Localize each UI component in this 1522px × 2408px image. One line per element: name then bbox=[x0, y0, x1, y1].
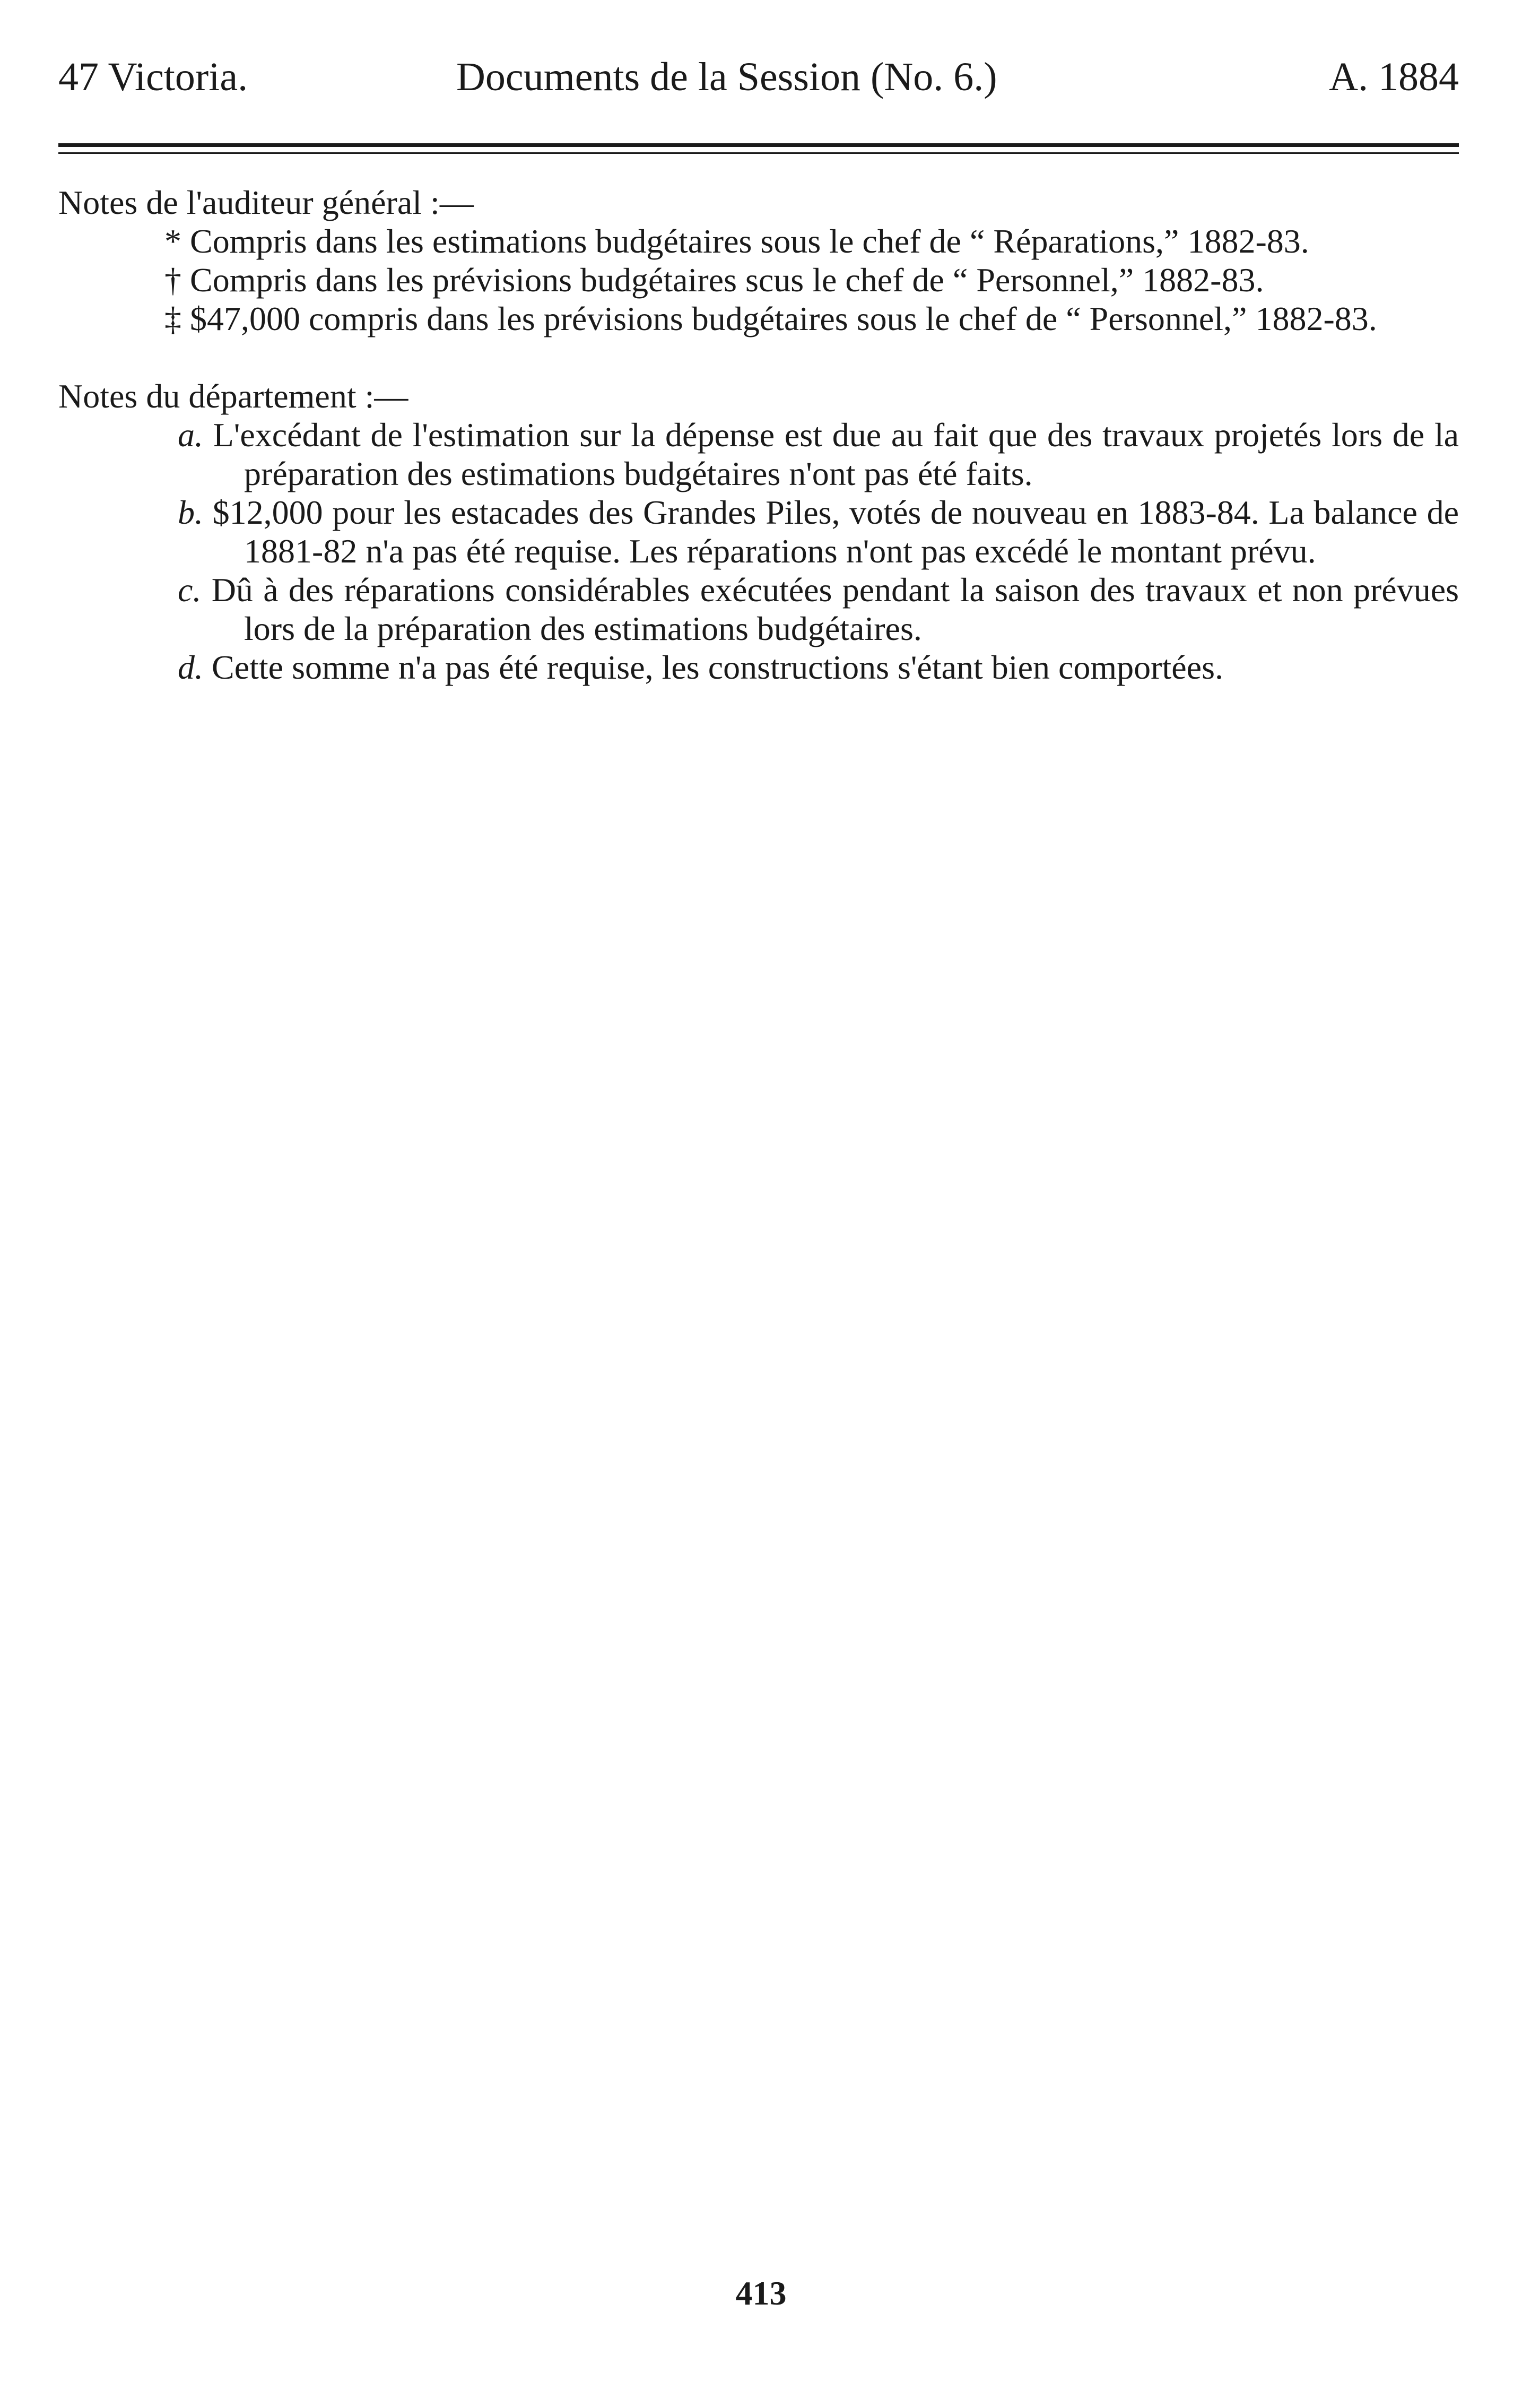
header-document-title: Documents de la Session (No. 6.) bbox=[456, 55, 997, 99]
department-note-c bbox=[58, 570, 1459, 648]
department-notes-title: Notes du département :— bbox=[58, 377, 408, 415]
note-text: $12,000 pour les estacades des Grandes Piles, votés de nouveau en 1883-84. La balance de 1881-82 n'a pas été requise. Les réparations n'ont pas excédé le montant prévu. bbox=[212, 493, 1459, 570]
header-session-year: 47 Victoria. bbox=[58, 55, 248, 99]
auditor-note-asterisk: * Compris dans les estimations budgétaires sous le chef de “ Réparations,” 1882-83. bbox=[164, 222, 1309, 260]
note-letter: b. bbox=[178, 493, 203, 531]
auditor-note-double-dagger: ‡ $47,000 compris dans les prévisions budgétaires sous le chef de “ Personnel,” 1882-83. bbox=[164, 300, 1377, 337]
page-header bbox=[58, 50, 1459, 103]
section-spacer bbox=[58, 338, 1459, 377]
auditor-notes-title: Notes de l'auditeur général :— bbox=[58, 184, 474, 221]
department-note-a bbox=[58, 415, 1459, 493]
note-text: Cette somme n'a pas été requise, les constructions s'étant bien comportées. bbox=[212, 648, 1223, 686]
page-number: 413 bbox=[735, 2274, 787, 2312]
note-text: Dû à des réparations considérables exécutées pendant la saison des travaux et non prévues lors de la préparation des estimations budgétaires. bbox=[211, 571, 1459, 647]
department-note-d bbox=[58, 648, 1459, 687]
note-text: L'excédant de l'estimation sur la dépense est due au fait que des travaux projetés lors de la préparation des estimations budgétaires n'ont pas été faits. bbox=[213, 416, 1459, 492]
note-letter: a. bbox=[178, 416, 203, 454]
header-rule-thick bbox=[58, 143, 1459, 147]
notes-body bbox=[58, 183, 1459, 687]
header-rule-thin bbox=[58, 152, 1459, 154]
header-year: A. 1884 bbox=[1329, 55, 1459, 99]
auditor-note-dagger: † Compris dans les prévisions budgétaires scus le chef de “ Personnel,” 1882-83. bbox=[164, 261, 1264, 299]
department-note-b bbox=[58, 493, 1459, 570]
note-letter: c. bbox=[178, 571, 202, 609]
note-letter: d. bbox=[178, 648, 203, 686]
